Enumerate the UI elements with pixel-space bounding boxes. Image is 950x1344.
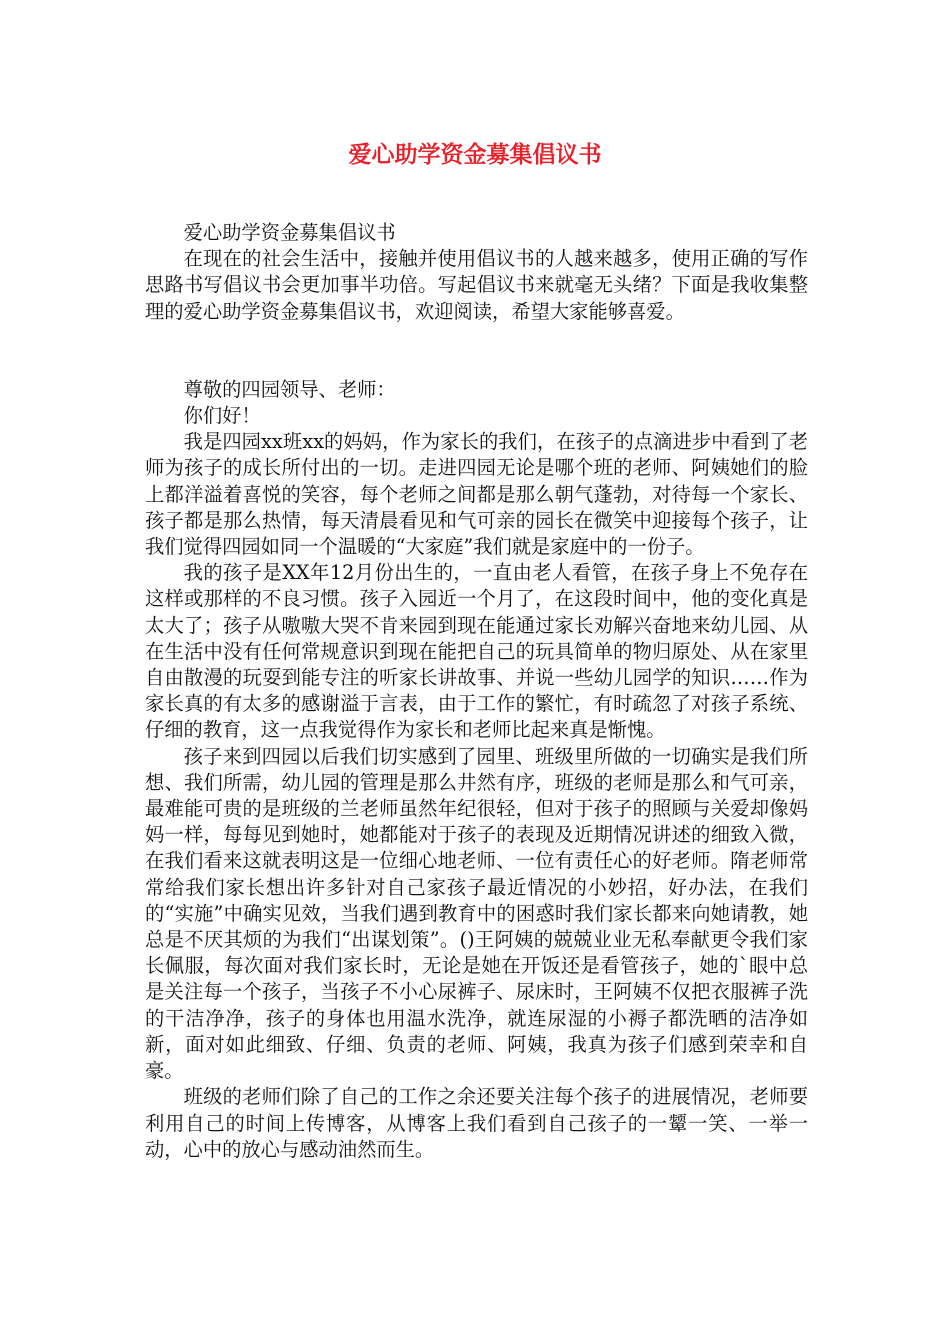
body-paragraph: 班级的老师们除了自己的工作之余还要关注每个孩子的进展情况，老师要利用自己的时间上传博客，从博客上我们看到自己孩子的一颦一笑、一举一动，心中的放心与感动油然而生。 (145, 1085, 808, 1161)
body-paragraph: 我是四园xx班xx的妈妈，作为家长的我们，在孩子的点滴进步中看到了老师为孩子的成长所付出的一切。走进四园无论是哪个班的老师、阿姨她们的脸上都洋溢着喜悦的笑容，每个老师之间都是那么朝气蓬勃，对待每一个家长、孩子都是那么热情，每天清晨看见和气可亲的园长在微笑中迎接每个孩子，让我们觉得四园如同一个温暖的“大家庭”我们就是家庭中的一份子。 (145, 430, 808, 559)
intro-paragraph: 在现在的社会生活中，接触并使用倡议书的人越来越多，使用正确的写作思路书写倡议书会更加事半功倍。写起倡议书来就毫无头绪？下面是我收集整理的爱心助学资金募集倡议书，欢迎阅读，希望大家能够喜爱。 (145, 247, 808, 323)
subtitle-paragraph: 爱心助学资金募集倡议书 (183, 221, 396, 244)
document-title: 爱心助学资金募集倡议书 (348, 142, 602, 168)
document-body (145, 220, 808, 1163)
greeting-paragraph: 你们好！ (183, 404, 261, 428)
salutation-paragraph: 尊敬的四园领导、老师： (183, 377, 396, 401)
body-paragraph: 孩子来到四园以后我们切实感到了园里、班级里所做的一切确实是我们所想、我们所需，幼儿园的管理是那么井然有序，班级的老师是那么和气可亲，最难能可贵的是班级的兰老师虽然年纪很轻，但对于孩子的照顾与关爱却像妈妈一样，每每见到她时，她都能对于孩子的表现及近期情况讲述的细致入微，在我们看来这就表明这是一位细心地老师、一位有责任心的好老师。隋老师常常给我们家长想出许多针对自己家孩子最近情况的小妙招，好办法，在我们的“实施”中确实见效，当我们遇到教育中的困惑时我们家长都来向她请教，她总是不厌其烦的为我们“出谋划策”。()王阿姨的兢兢业业无私奉献更令我们家长佩服，每次面对我们家长时，无论是她在开饭还是看管孩子，她的`眼中总是关注每一个孩子，当孩子不小心尿裤子、尿床时，王阿姨不仅把衣服裤子洗的干洁净净，孩子的身体也用温水洗净，就连尿湿的小褥子都洗晒的洁净如新，面对如此细致、仔细、负责的老师、阿姨，我真为孩子们感到荣幸和自豪。 (145, 744, 808, 1083)
body-paragraph: 我的孩子是XX年12月份出生的，一直由老人看管，在孩子身上不免存在这样或那样的不良习惯。孩子入园近一个月了，在这段时间中，他的变化真是太大了；孩子从嗷嗷大哭不肯来园到现在能通过家长劝解兴奋地来幼儿园、从在生活中没有任何常规意识到现在能把自己的玩具简单的物归原处、从在家里自由散漫的玩耍到能专注的听家长讲故事、并说一些幼儿园学的知识……作为家长真的有太多的感谢溢于言表，由于工作的繁忙，有时疏忽了对孩子系统、仔细的教育，这一点我觉得作为家长和老师比起来真是惭愧。 (145, 561, 808, 742)
